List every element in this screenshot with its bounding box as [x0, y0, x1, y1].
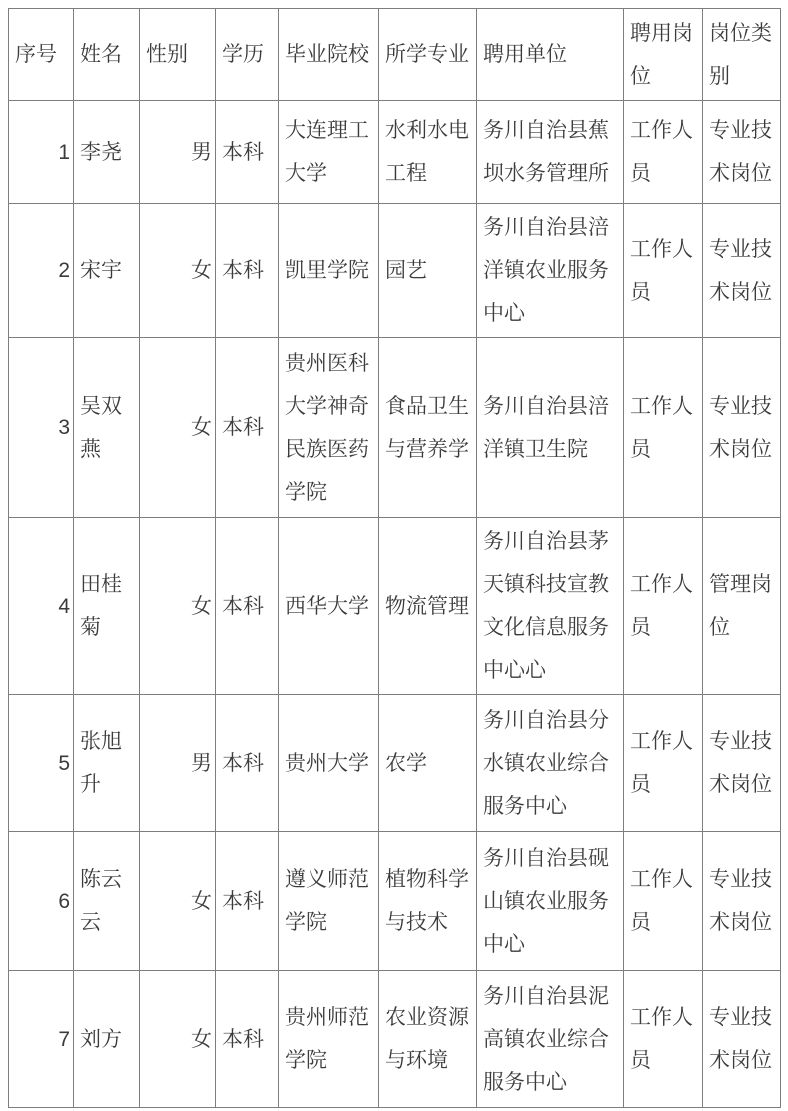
cell-name: 张旭升 — [74, 695, 140, 832]
cell-education: 本科 — [216, 518, 279, 695]
header-cell-position: 聘用岗位 — [624, 9, 703, 101]
header-cell-employer: 聘用单位 — [477, 9, 624, 101]
cell-employer: 务川自治县蕉坝水务管理所 — [477, 101, 624, 204]
cell-index: 3 — [9, 338, 74, 518]
cell-school: 西华大学 — [279, 518, 379, 695]
cell-name: 吴双燕 — [74, 338, 140, 518]
cell-index: 6 — [9, 832, 74, 971]
cell-major: 园艺 — [379, 204, 477, 338]
recruitment-table — [8, 8, 781, 1108]
cell-index: 1 — [9, 101, 74, 204]
cell-position: 工作人员 — [624, 518, 703, 695]
cell-employer: 务川自治县分水镇农业综合服务中心 — [477, 695, 624, 832]
cell-category: 专业技术岗位 — [703, 101, 781, 204]
cell-employer: 务川自治县砚山镇农业服务中心 — [477, 832, 624, 971]
cell-gender: 男 — [140, 695, 216, 832]
cell-gender: 女 — [140, 971, 216, 1108]
cell-index: 4 — [9, 518, 74, 695]
cell-education: 本科 — [216, 695, 279, 832]
cell-education: 本科 — [216, 204, 279, 338]
cell-category: 管理岗位 — [703, 518, 781, 695]
header-cell-name: 姓名 — [74, 9, 140, 101]
cell-index: 5 — [9, 695, 74, 832]
cell-name: 陈云云 — [74, 832, 140, 971]
cell-position: 工作人员 — [624, 695, 703, 832]
table-body — [9, 101, 781, 1108]
header-cell-school: 毕业院校 — [279, 9, 379, 101]
cell-employer: 务川自治县茅天镇科技宣教文化信息服务中心心 — [477, 518, 624, 695]
cell-education: 本科 — [216, 338, 279, 518]
header-row — [9, 9, 781, 101]
cell-school: 贵州大学 — [279, 695, 379, 832]
cell-major: 农学 — [379, 695, 477, 832]
cell-employer: 务川自治县泥高镇农业综合服务中心 — [477, 971, 624, 1108]
cell-gender: 男 — [140, 101, 216, 204]
table-row — [9, 971, 781, 1108]
header-cell-gender: 性别 — [140, 9, 216, 101]
cell-name: 田桂菊 — [74, 518, 140, 695]
cell-name: 李尧 — [74, 101, 140, 204]
table-row — [9, 695, 781, 832]
cell-category: 专业技术岗位 — [703, 695, 781, 832]
cell-position: 工作人员 — [624, 971, 703, 1108]
cell-major: 农业资源与环境 — [379, 971, 477, 1108]
cell-school: 贵州医科大学神奇民族医药学院 — [279, 338, 379, 518]
table-row — [9, 518, 781, 695]
cell-index: 7 — [9, 971, 74, 1108]
cell-school: 贵州师范学院 — [279, 971, 379, 1108]
cell-category: 专业技术岗位 — [703, 971, 781, 1108]
table-row — [9, 832, 781, 971]
cell-category: 专业技术岗位 — [703, 204, 781, 338]
cell-education: 本科 — [216, 971, 279, 1108]
cell-position: 工作人员 — [624, 101, 703, 204]
header-cell-major: 所学专业 — [379, 9, 477, 101]
cell-index: 2 — [9, 204, 74, 338]
table-row — [9, 338, 781, 518]
cell-school: 凯里学院 — [279, 204, 379, 338]
cell-position: 工作人员 — [624, 204, 703, 338]
cell-gender: 女 — [140, 832, 216, 971]
cell-category: 专业技术岗位 — [703, 832, 781, 971]
cell-school: 大连理工大学 — [279, 101, 379, 204]
cell-employer: 务川自治县涪洋镇卫生院 — [477, 338, 624, 518]
table-row — [9, 101, 781, 204]
header-cell-index: 序号 — [9, 9, 74, 101]
cell-gender: 女 — [140, 338, 216, 518]
header-cell-education: 学历 — [216, 9, 279, 101]
table-row — [9, 204, 781, 338]
cell-name: 宋宇 — [74, 204, 140, 338]
cell-employer: 务川自治县涪洋镇农业服务中心 — [477, 204, 624, 338]
cell-name: 刘方 — [74, 971, 140, 1108]
table-header — [9, 9, 781, 101]
cell-position: 工作人员 — [624, 832, 703, 971]
cell-gender: 女 — [140, 518, 216, 695]
header-cell-category: 岗位类别 — [703, 9, 781, 101]
cell-position: 工作人员 — [624, 338, 703, 518]
cell-school: 遵义师范学院 — [279, 832, 379, 971]
cell-major: 植物科学与技术 — [379, 832, 477, 971]
cell-gender: 女 — [140, 204, 216, 338]
cell-education: 本科 — [216, 101, 279, 204]
cell-major: 物流管理 — [379, 518, 477, 695]
cell-category: 专业技术岗位 — [703, 338, 781, 518]
cell-education: 本科 — [216, 832, 279, 971]
cell-major: 水利水电工程 — [379, 101, 477, 204]
cell-major: 食品卫生与营养学 — [379, 338, 477, 518]
